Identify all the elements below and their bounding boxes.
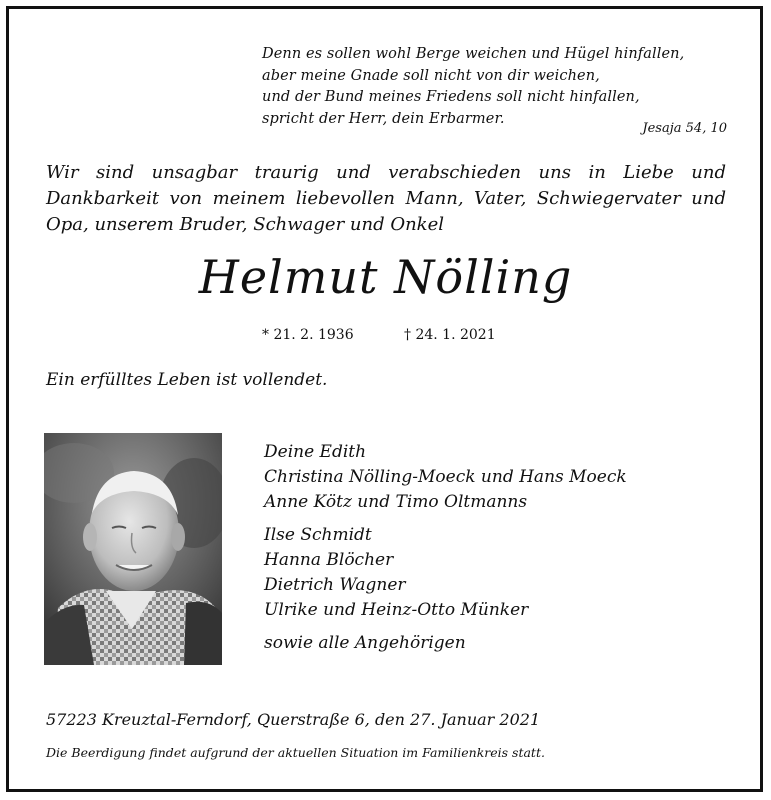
verse-line: aber meine Gnade soll nicht von dir weichen,	[262, 67, 600, 84]
mourners-list	[264, 440, 627, 656]
mourner-name: Deine Edith	[264, 442, 367, 462]
intro-line: Opa, unserem Bruder, Schwager und Onkel	[46, 214, 444, 235]
intro-text	[46, 160, 726, 238]
mourner-name: Anne Kötz und Timo Oltmanns	[264, 492, 528, 512]
bible-verse	[262, 44, 684, 130]
verse-reference: Jesaja 54, 10	[642, 121, 727, 136]
verse-line: spricht der Herr, dein Erbarmer.	[262, 110, 505, 127]
funeral-note: Die Beerdigung findet aufgrund der aktuellen Situation im Familienkreis statt.	[46, 745, 545, 760]
verse-line: und der Bund meines Friedens soll nicht hinfallen,	[262, 89, 640, 105]
verse-line: Denn es sollen wohl Berge weichen und Hügel hinfallen,	[262, 46, 685, 62]
intro-line: Dankbarkeit von meinem liebevollen Mann, Vater, Schwiegervater und	[46, 188, 726, 209]
birth-date: * 21. 2. 1936	[262, 327, 354, 343]
mourners-closing: sowie alle Angehörigen	[264, 633, 466, 653]
mourner-name: Ulrike und Heinz-Otto Münker	[264, 600, 529, 620]
deceased-name: Helmut Nölling	[198, 250, 573, 304]
mourner-name: Ilse Schmidt	[264, 525, 372, 545]
portrait-photo	[44, 433, 222, 665]
mourner-name: Christina Nölling-Moeck und Hans Moeck	[264, 467, 627, 487]
life-statement: Ein erfülltes Leben ist vollendet.	[46, 370, 328, 390]
address-line: 57223 Kreuztal-Ferndorf, Querstraße 6, den 27. Januar 2021	[46, 710, 541, 729]
intro-line: Wir sind unsagbar traurig und verabschieden uns in Liebe und	[46, 162, 726, 183]
mourner-name: Dietrich Wagner	[264, 575, 406, 595]
mourner-name: Hanna Blöcher	[264, 550, 394, 570]
death-date: † 24. 1. 2021	[404, 327, 496, 343]
